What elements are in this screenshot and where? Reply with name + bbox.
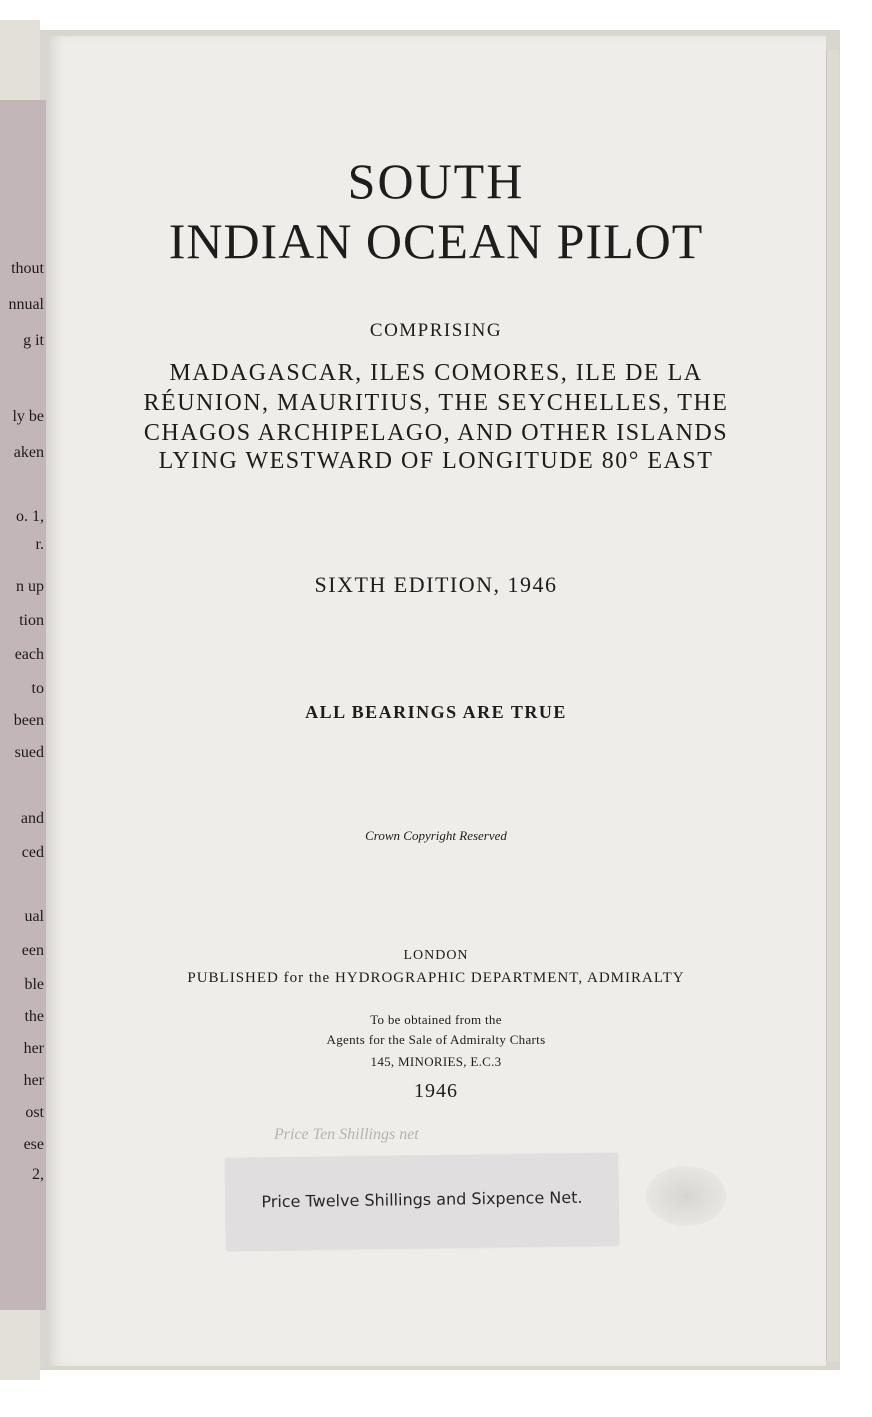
price-label-sticker [225, 1153, 618, 1250]
facing-page-text: n up [16, 578, 44, 595]
facing-page-text: o. 1, [16, 508, 44, 525]
facing-page-text: her [23, 1040, 44, 1057]
smudge-mark [646, 1166, 726, 1226]
imprint-year: 1946 [414, 1080, 458, 1102]
title-line-1: SOUTH [347, 153, 525, 209]
title-line-2: INDIAN OCEAN PILOT [168, 213, 704, 269]
facing-page-text: and [20, 810, 44, 827]
imprint-line: 145, MINORIES, E.C.3 [370, 1054, 502, 1069]
facing-page [0, 100, 49, 1310]
facing-page-text: ble [24, 976, 44, 993]
facing-page-text: g it [23, 332, 44, 349]
facing-page-text: her [23, 1072, 44, 1089]
facing-page-text: ced [21, 844, 44, 861]
copyright-notice: Crown Copyright Reserved [365, 828, 507, 843]
facing-page-text: ual [24, 908, 44, 925]
facing-page-text: ly be [12, 408, 44, 425]
description-line: MADAGASCAR, ILES COMORES, ILE DE LA [169, 360, 703, 386]
description-line: RÉUNION, MAURITIUS, THE SEYCHELLES, THE [143, 390, 729, 416]
imprint-city: LONDON [403, 948, 469, 963]
description-line: LYING WESTWARD OF LONGITUDE 80° EAST [158, 448, 714, 474]
imprint-publisher: PUBLISHED for the HYDROGRAPHIC DEPARTMENT, ADMIRALTY [187, 970, 685, 986]
facing-page-text: the [24, 1008, 44, 1025]
facing-page-text: sued [14, 744, 44, 761]
imprint-line: To be obtained from the [370, 1012, 502, 1027]
imprint-line: Agents for the Sale of Admiralty Charts [326, 1032, 546, 1047]
facing-page-text: thout [11, 260, 44, 277]
comprising-label: COMPRISING [369, 320, 503, 341]
facing-page-text: to [31, 680, 44, 697]
facing-page-text: aken [13, 444, 44, 461]
facing-page-text: 2, [32, 1166, 44, 1183]
facing-page-text: een [21, 942, 44, 959]
original-price-faint: Price Ten Shillings net [274, 1126, 419, 1143]
title-page [46, 36, 826, 1366]
bearings-note: ALL BEARINGS ARE TRUE [305, 702, 567, 722]
facing-page-text: been [13, 712, 44, 729]
facing-page-text: r. [35, 536, 44, 553]
facing-page-text: each [14, 646, 44, 663]
book-edge-right [826, 50, 839, 1362]
edition: SIXTH EDITION, 1946 [314, 572, 558, 597]
facing-page-text: nnual [8, 296, 44, 313]
facing-page-text: ese [23, 1136, 44, 1153]
description-line: CHAGOS ARCHIPELAGO, AND OTHER ISLANDS [143, 420, 729, 446]
facing-page-text: ost [25, 1104, 44, 1121]
price-label-text: Price Twelve Shillings and Sixpence Net. [261, 1187, 583, 1212]
facing-page-text: tion [19, 612, 44, 629]
